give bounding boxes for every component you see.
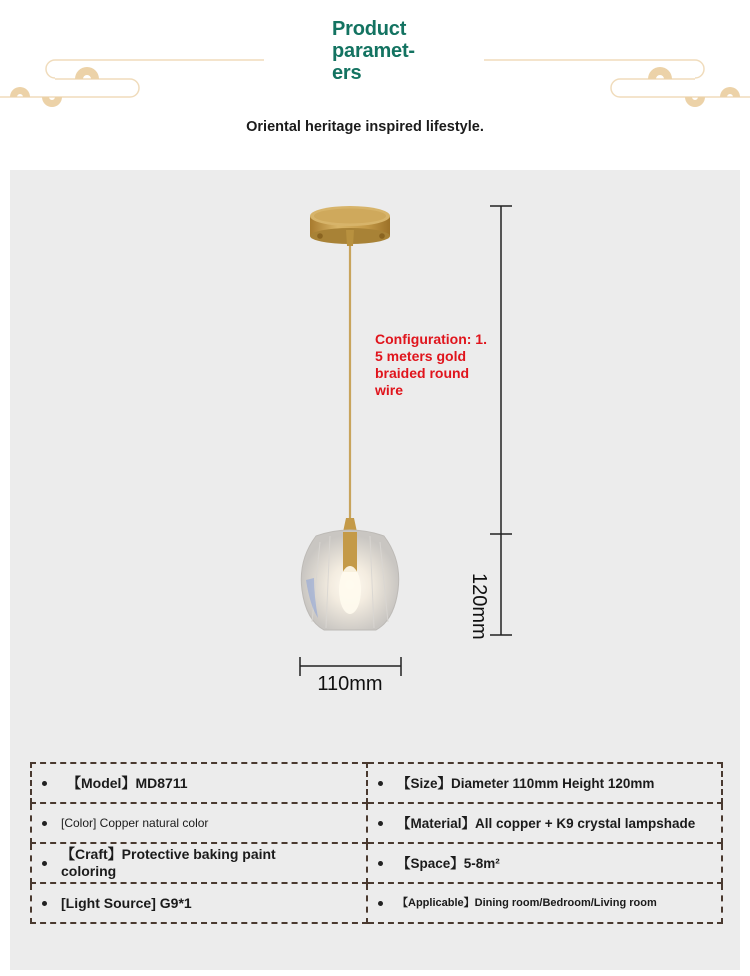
cloud-ornament-left [0, 50, 280, 110]
spec-cell [367, 883, 722, 923]
title-line: ers [332, 62, 362, 84]
table-row [31, 803, 722, 843]
spec-cell [367, 763, 722, 803]
spec-light-source: [Light Source] G9*1 [61, 894, 192, 911]
table-row [31, 763, 722, 803]
spec-color: [Color] Copper natural color [61, 815, 209, 830]
spec-applicable: 【Applicable】Dining room/Bedroom/Living room [397, 896, 657, 909]
product-panel [10, 170, 740, 970]
header [0, 0, 750, 170]
crystal-shade [301, 518, 398, 630]
bullet-icon [42, 861, 47, 866]
spec-craft: 【Craft】Protective baking paint coloring [61, 846, 276, 879]
subtitle: Oriental heritage inspired lifestyle. [246, 119, 484, 135]
height-dimension-line [490, 206, 512, 635]
spec-cell [31, 883, 367, 923]
bullet-icon [378, 901, 383, 906]
config-line: Configuration: 1. [375, 331, 487, 347]
spec-model: 【Model】MD8711 [67, 774, 188, 791]
height-dimension-label: 120mm [468, 573, 490, 640]
pendant-lamp-image [10, 170, 740, 730]
table-row [31, 883, 722, 923]
spec-size: 【Size】Diameter 110mm Height 120mm [397, 775, 655, 791]
title-line: paramet- [332, 40, 415, 62]
spec-cell [31, 843, 367, 883]
configuration-note [375, 331, 515, 399]
bullet-icon [378, 781, 383, 786]
config-line: 5 meters gold [375, 348, 467, 364]
width-dimension-label: 110mm [317, 673, 383, 695]
spec-cell [367, 803, 722, 843]
spec-cell [367, 843, 722, 883]
bullet-icon [378, 821, 383, 826]
bullet-icon [42, 821, 47, 826]
spec-cell [31, 763, 367, 803]
table-row [31, 843, 722, 883]
spec-space: 【Space】5-8m² [397, 855, 500, 871]
spec-material: 【Material】All copper + K9 crystal lampshade [397, 815, 696, 831]
bullet-icon [42, 781, 47, 786]
bullet-icon [378, 861, 383, 866]
cloud-ornament-right [470, 50, 750, 110]
spec-cell [31, 803, 367, 843]
page-title [332, 18, 452, 84]
config-line: wire [375, 382, 404, 398]
title-line: Product [332, 18, 407, 40]
config-line: braided round [375, 365, 470, 381]
canopy [310, 206, 390, 246]
bullet-icon [42, 901, 47, 906]
spec-table [30, 762, 723, 924]
